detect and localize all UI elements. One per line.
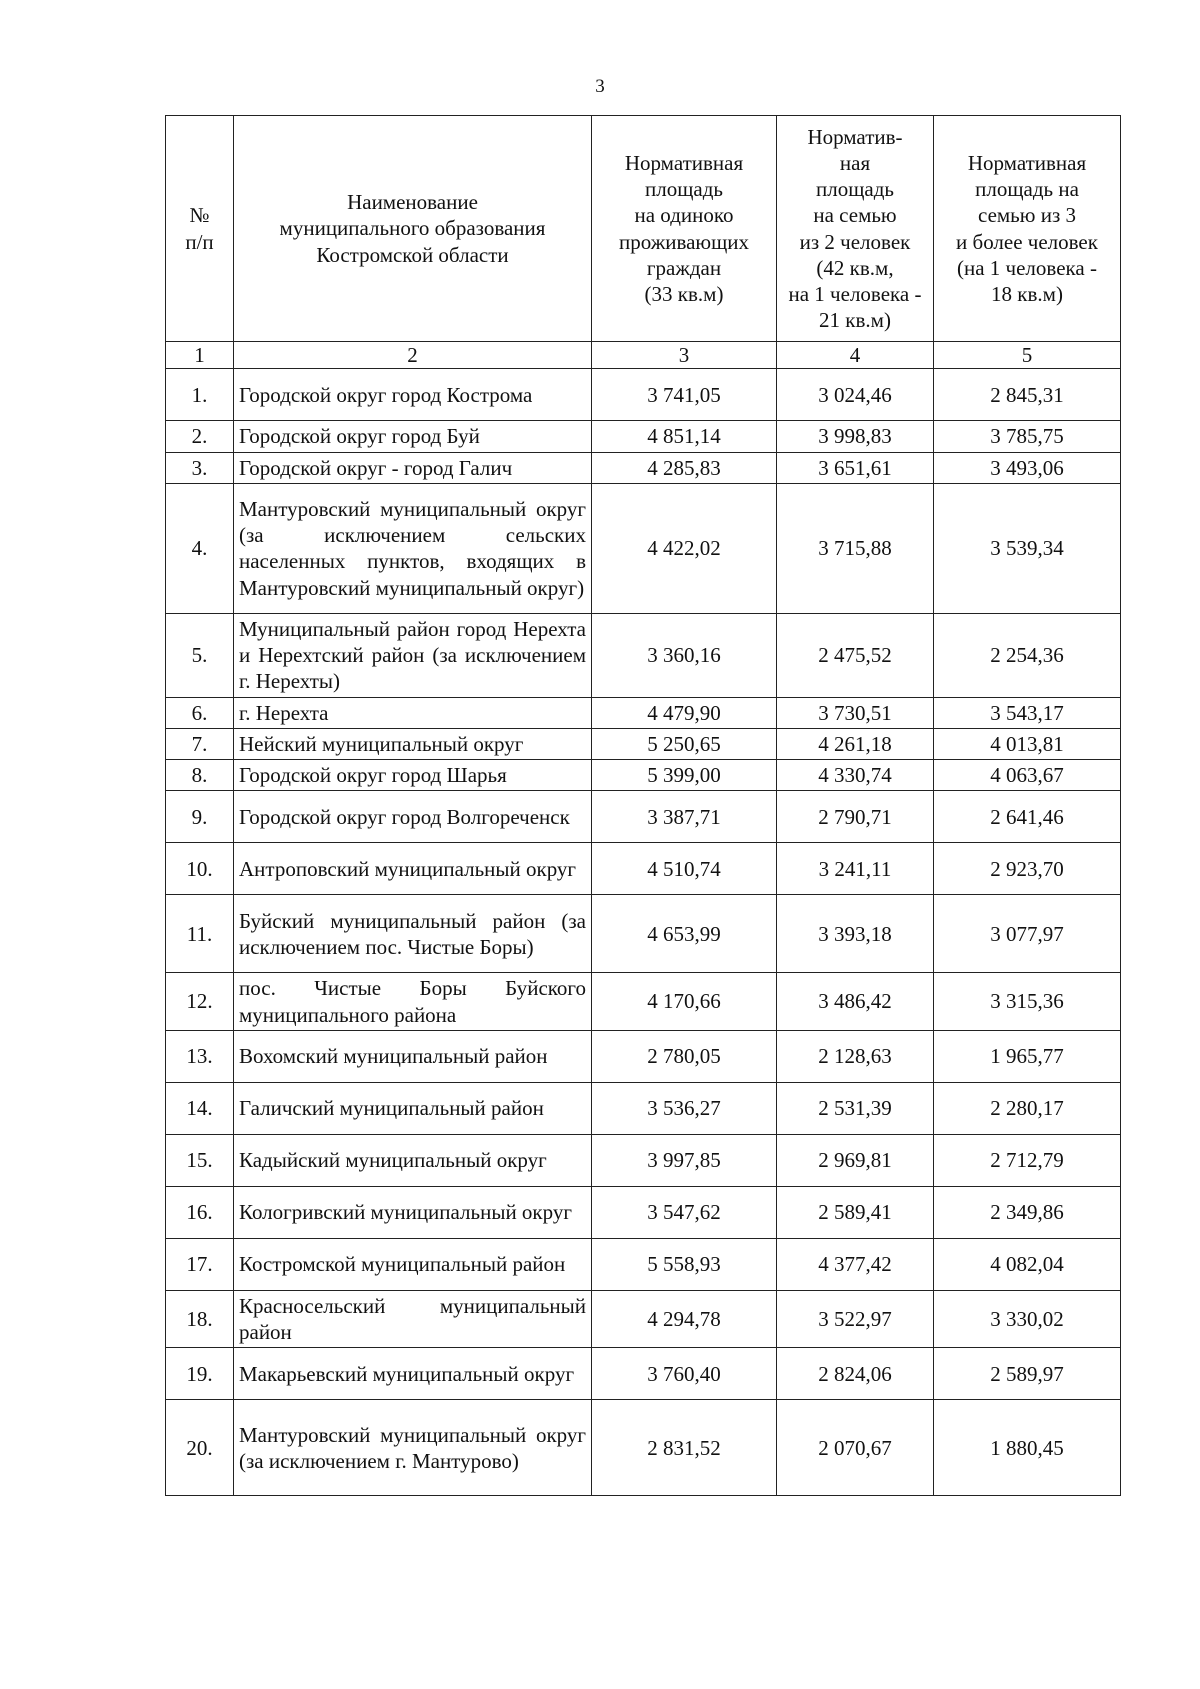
area-family-2: 3 486,42 [777,973,934,1031]
header-row [166,116,1121,342]
column-number: 1 [166,342,234,369]
area-family-3: 3 539,34 [934,483,1121,613]
header-line: (42 кв.м, [816,255,894,280]
area-family-2: 3 393,18 [777,895,934,973]
area-family-3: 2 589,97 [934,1348,1121,1400]
area-family-3: 4 082,04 [934,1238,1121,1290]
area-family-2: 2 824,06 [777,1348,934,1400]
table-row [166,1030,1121,1082]
area-single: 4 851,14 [592,421,777,452]
row-number: 18. [166,1290,234,1348]
municipality-name: Макарьевский муниципальный округ [234,1348,592,1400]
row-number: 3. [166,452,234,483]
row-number: 16. [166,1186,234,1238]
table-row [166,760,1121,791]
table-row [166,895,1121,973]
header-line: площадь [645,177,723,201]
page-number: 3 [595,76,605,97]
area-family-3: 3 543,17 [934,697,1121,728]
area-single: 4 422,02 [592,483,777,613]
row-number: 5. [166,613,234,697]
table-row [166,421,1121,452]
area-family-2: 2 790,71 [777,791,934,843]
header-line: п/п [185,229,214,254]
row-number: 4. [166,483,234,613]
header-line: семью из 3 [978,203,1076,228]
municipality-name: Городской округ город Буй [234,421,592,452]
table-row [166,483,1121,613]
header-line: муниципального образования [279,216,546,241]
row-number: 1. [166,369,234,421]
header-num [166,116,234,342]
area-single: 4 170,66 [592,973,777,1031]
column-number-row [166,342,1121,369]
table-row [166,1290,1121,1348]
municipality-name: г. Нерехта [234,697,592,728]
area-single: 4 510,74 [592,843,777,895]
area-family-2: 2 589,41 [777,1186,934,1238]
area-family-3: 3 077,97 [934,895,1121,973]
area-family-2: 2 531,39 [777,1082,934,1134]
area-family-2: 3 522,97 [777,1290,934,1348]
municipality-name: Городской округ - город Галич [234,452,592,483]
area-family-3: 2 641,46 [934,791,1121,843]
area-family-2: 2 475,52 [777,613,934,697]
area-family-3: 3 330,02 [934,1290,1121,1348]
row-number: 10. [166,843,234,895]
area-single: 4 294,78 [592,1290,777,1348]
header-line: Наименование [347,190,478,215]
municipality-name: Антроповский муниципальный округ [234,843,592,895]
municipality-name: Городской округ город Кострома [234,369,592,421]
area-single: 3 547,62 [592,1186,777,1238]
header-line: ная [839,150,871,175]
area-single: 3 741,05 [592,369,777,421]
area-family-2: 4 261,18 [777,728,934,759]
header-single [592,116,777,342]
row-number: 8. [166,760,234,791]
area-single: 2 780,05 [592,1030,777,1082]
area-single: 3 387,71 [592,791,777,843]
table-row [166,452,1121,483]
header-line: (33 кв.м) [644,282,724,306]
area-single: 4 653,99 [592,895,777,973]
row-number: 9. [166,791,234,843]
row-number: 20. [166,1400,234,1496]
header-line: 21 кв.м) [819,308,891,333]
area-family-3: 1 880,45 [934,1400,1121,1496]
area-single: 2 831,52 [592,1400,777,1496]
table-row [166,973,1121,1031]
header-line: проживающих [618,229,750,254]
municipality-name: пос. Чистые Боры Буйского муниципального района [234,973,592,1031]
area-single: 3 536,27 [592,1082,777,1134]
municipality-name: Мантуровский муниципальный округ (за исключением г. Мантурово) [234,1400,592,1496]
housing-norm-table [165,115,1121,1496]
area-family-3: 2 712,79 [934,1134,1121,1186]
header-line: 18 кв.м) [991,282,1063,306]
municipality-name: Мантуровский муниципальный округ (за исключением сельских населенных пунктов, входящих в Мантуровский муниципальный округ) [234,483,592,613]
table-row [166,697,1121,728]
column-number: 2 [234,342,592,369]
header-line: Нормативная [967,150,1087,175]
area-single: 3 360,16 [592,613,777,697]
table-row [166,843,1121,895]
area-family-2: 2 070,67 [777,1400,934,1496]
municipality-name: Костромской муниципальный район [234,1238,592,1290]
header-line: граждан [646,255,722,280]
area-family-3: 2 349,86 [934,1186,1121,1238]
row-number: 11. [166,895,234,973]
header-line: (на 1 человека - [957,255,1097,280]
area-family-2: 3 715,88 [777,483,934,613]
area-family-3: 4 063,67 [934,760,1121,791]
row-number: 14. [166,1082,234,1134]
area-family-3: 2 845,31 [934,369,1121,421]
area-family-3: 2 254,36 [934,613,1121,697]
column-number: 5 [934,342,1121,369]
municipality-name: Красносельский муниципальный район [234,1290,592,1348]
municipality-name: Вохомский муниципальный район [234,1030,592,1082]
area-family-2: 4 377,42 [777,1238,934,1290]
municipality-name: Нейский муниципальный округ [234,728,592,759]
header-line: из 2 человек [799,229,911,254]
area-family-2: 3 024,46 [777,369,934,421]
area-family-2: 2 969,81 [777,1134,934,1186]
row-number: 13. [166,1030,234,1082]
header-line: площадь на [975,177,1079,201]
area-family-2: 2 128,63 [777,1030,934,1082]
header-family3 [934,116,1121,342]
area-family-2: 3 241,11 [777,843,934,895]
area-family-2: 3 730,51 [777,697,934,728]
area-family-3: 3 493,06 [934,452,1121,483]
header-family2 [777,116,934,342]
table-body [166,369,1121,1496]
table-row [166,613,1121,697]
table-row [166,1238,1121,1290]
row-number: 6. [166,697,234,728]
area-family-3: 2 280,17 [934,1082,1121,1134]
table-row [166,1082,1121,1134]
area-family-2: 4 330,74 [777,760,934,791]
table-row [166,728,1121,759]
table-row [166,1400,1121,1496]
area-family-3: 4 013,81 [934,728,1121,759]
municipality-name: Муниципальный район город Нерехта и Нерехтский район (за исключением г. Нерехты) [234,613,592,697]
header-line: на одиноко [634,203,734,228]
area-family-2: 3 651,61 [777,452,934,483]
area-single: 5 250,65 [592,728,777,759]
row-number: 15. [166,1134,234,1186]
column-number: 4 [777,342,934,369]
area-single: 4 479,90 [592,697,777,728]
row-number: 7. [166,728,234,759]
table-row [166,1134,1121,1186]
municipality-name: Кадыйский муниципальный округ [234,1134,592,1186]
table-row [166,791,1121,843]
table-row [166,1186,1121,1238]
municipality-name: Городской округ город Волгореченск [234,791,592,843]
header-line: Нормативная [624,150,744,175]
header-line: Норматив- [807,124,903,149]
header-line: на семью [813,203,897,228]
municipality-name: Кологривский муниципальный округ [234,1186,592,1238]
table-row [166,1348,1121,1400]
area-single: 3 997,85 [592,1134,777,1186]
row-number: 12. [166,973,234,1031]
area-single: 4 285,83 [592,452,777,483]
header-name [234,116,592,342]
row-number: 2. [166,421,234,452]
row-number: 19. [166,1348,234,1400]
area-single: 5 399,00 [592,760,777,791]
area-family-2: 3 998,83 [777,421,934,452]
header-line: и более человек [956,229,1098,254]
municipality-name: Буйский муниципальный район (за исключением пос. Чистые Боры) [234,895,592,973]
table-row [166,369,1121,421]
area-single: 3 760,40 [592,1348,777,1400]
area-family-3: 3 315,36 [934,973,1121,1031]
header-line: площадь [816,177,894,201]
municipality-name: Галичский муниципальный район [234,1082,592,1134]
municipality-name: Городской округ город Шарья [234,760,592,791]
header-line: на 1 человека - [788,282,922,306]
area-family-3: 3 785,75 [934,421,1121,452]
row-number: 17. [166,1238,234,1290]
header-line: № [189,203,210,228]
header-line: Костромской области [316,242,509,267]
column-number: 3 [592,342,777,369]
area-single: 5 558,93 [592,1238,777,1290]
area-family-3: 2 923,70 [934,843,1121,895]
area-family-3: 1 965,77 [934,1030,1121,1082]
